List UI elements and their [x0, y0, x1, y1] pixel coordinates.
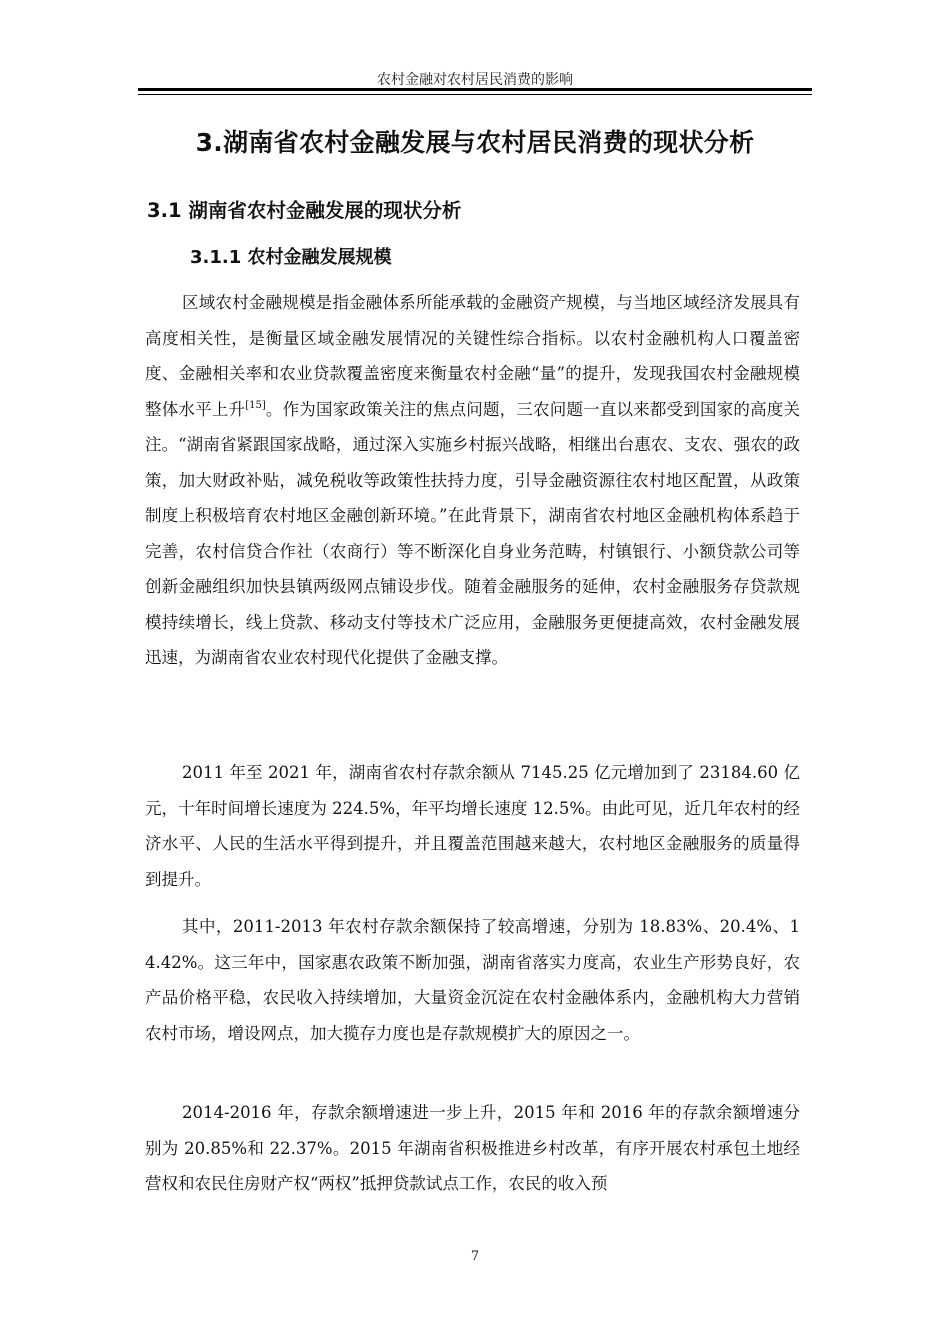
body-paragraph-1 — [145, 285, 800, 676]
header-rule-thin — [138, 94, 812, 95]
citation-marker: [15] — [245, 399, 266, 411]
section-heading: 3.1 湖南省农村金融发展的现状分析 — [147, 199, 462, 222]
body-paragraph-3: 其中，2011-2013 年农村存款余额保持了较高增速，分别为 18.83%、20.4%、14.42%。这三年中，国家惠农政策不断加强，湖南省落实力度高，农业生产形势良好，农产品价格平稳，农民收入持续增加，大量资金沉淀在农村金融体系内，金融机构大力营销农村市场，增设网点，加大揽存力度也是存款规模扩大的原因之一。 — [145, 917, 800, 1043]
paragraph-1-text-a: 区域农村金融规模是指金融体系所能承载的金融资产规模，与当地区域经济发展具有高度相关性，是衡量区域金融发展情况的关键性综合指标。以农村金融机构人口覆盖密度、金融相关率和农业贷款覆盖密度来衡量农村金融“量”的提升，发现我国农村金融规模整体水平上升 — [145, 293, 800, 419]
subsection-heading: 3.1.1 农村金融发展规模 — [190, 247, 392, 268]
body-paragraph-4: 2014-2016 年，存款余额增速进一步上升，2015 年和 2016 年的存款余额增速分别为 20.85%和 22.37%。2015 年湖南省积极推进乡村改革，有序开展农村承包土地经营权和农民住房财产权“两权”抵押贷款试点工作，农民的收入预 — [145, 1103, 800, 1193]
page-number: 7 — [470, 1249, 480, 1264]
paragraph-1-text-b: 。作为国家政策关注的焦点问题，三农问题一直以来都受到国家的高度关注。“湖南省紧跟国家战略，通过深入实施乡村振兴战略，相继出台惠农、支农、强农的政策，加大财政补贴，减免税收等政策性扶持力度，引导金融资源往农村地区配置，从政策制度上积极培育农村地区金融创新环境。”在此背景下，湖南省农村地区金融机构体系趋于完善，农村信贷合作社（农商行）等不断深化自身业务范畴，村镇银行、小额贷款公司等创新金融组织加快县镇两级网点铺设步伐。随着金融服务的延伸，农村金融服务存贷款规模持续增长，线上贷款、移动支付等技术广泛应用，金融服务更便捷高效，农村金融发展迅速，为湖南省农业农村现代化提供了金融支撑。 — [145, 399, 801, 667]
header-rule-thick — [138, 88, 812, 91]
running-header: 农村金融对农村居民消费的影响 — [377, 72, 573, 88]
chapter-heading: 3.湖南省农村金融发展与农村居民消费的现状分析 — [195, 128, 755, 157]
body-paragraph-2: 2011 年至 2021 年，湖南省农村存款余额从 7145.25 亿元增加到了 23184.60 亿元，十年时间增长速度为 224.5%，年平均增长速度 12.5%。由此可见，近几年农村的经济水平、人民的生活水平得到提升，并且覆盖范围越来越大，农村地区金融服务的质量得到提升。 — [145, 763, 800, 889]
